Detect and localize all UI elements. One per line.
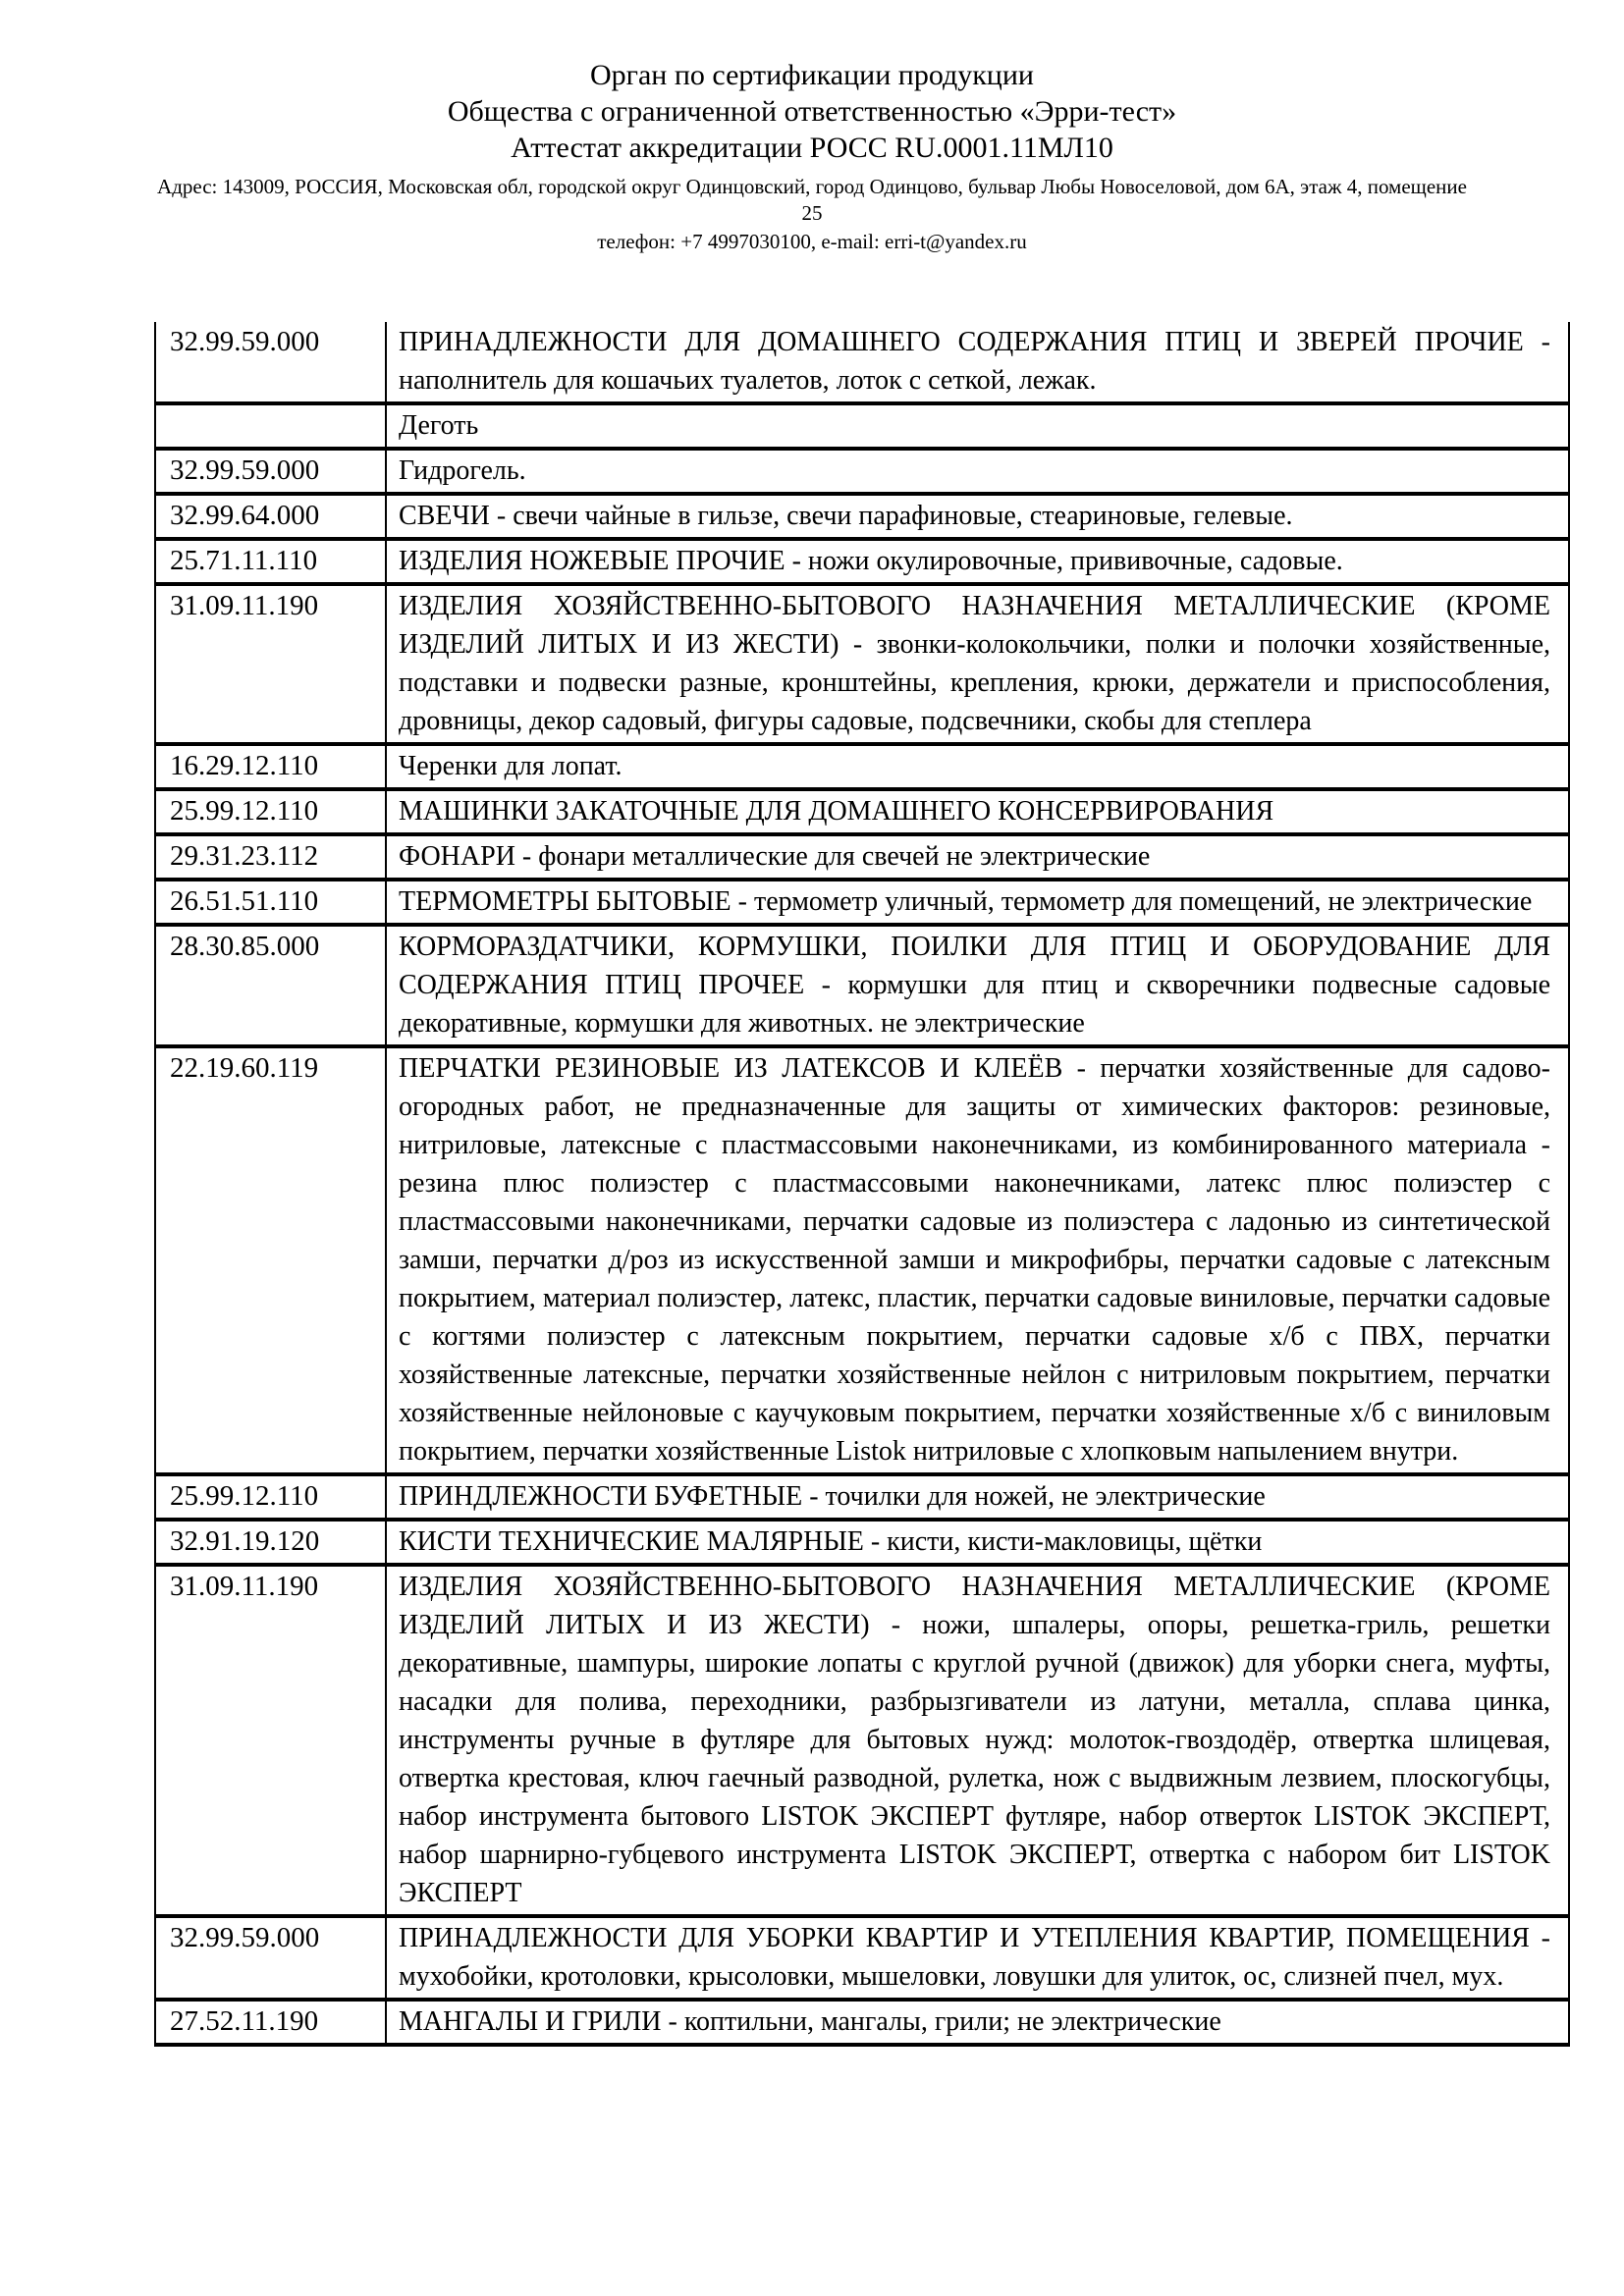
table-row xyxy=(155,2000,1569,2045)
product-code-cell: 25.71.11.110 xyxy=(155,539,386,584)
table-row xyxy=(155,1520,1569,1565)
product-code-cell: 16.29.12.110 xyxy=(155,744,386,789)
product-code-cell: 26.51.51.110 xyxy=(155,880,386,925)
product-description-cell: МАШИНКИ ЗАКАТОЧНЫЕ ДЛЯ ДОМАШНЕГО КОНСЕРВИРОВАНИЯ xyxy=(386,789,1569,834)
product-description-cell: ТЕРМОМЕТРЫ БЫТОВЫЕ - термометр уличный, термометр для помещений, не электрические xyxy=(386,880,1569,925)
header-title-line-2: Общества с ограниченной ответственностью «Эрри-тест» xyxy=(447,95,1177,128)
product-description-cell: КИСТИ ТЕХНИЧЕСКИЕ МАЛЯРНЫЕ - кисти, кисти-макловицы, щётки xyxy=(386,1520,1569,1565)
table-row xyxy=(155,880,1569,925)
product-description-cell: Черенки для лопат. xyxy=(386,744,1569,789)
table-row xyxy=(155,584,1569,744)
table-row xyxy=(155,1916,1569,2000)
product-code-cell: 32.99.64.000 xyxy=(155,494,386,539)
table-row xyxy=(155,1474,1569,1520)
header-title-line-1: Орган по сертификации продукции xyxy=(590,59,1034,91)
product-description-cell: ИЗДЕЛИЯ ХОЗЯЙСТВЕННО-БЫТОВОГО НАЗНАЧЕНИЯ МЕТАЛЛИЧЕСКИЕ (КРОМЕ ИЗДЕЛИЙ ЛИТЫХ И ИЗ ЖЕСТИ) - звонки-колокольчики, полки и полочки хозяйственные, подставки и подвески разные, кронштейны, крепления, крюки, держатели и приспособления, дровницы, декор садовый, фигуры садовые, подсвечники, скобы для степлера xyxy=(386,584,1569,744)
product-description-cell: ПРИНАДЛЕЖНОСТИ ДЛЯ УБОРКИ КВАРТИР И УТЕПЛЕНИЯ КВАРТИР, ПОМЕЩЕНИЯ - мухобойки, кротоловки, крысоловки, мышеловки, ловушки для улиток, ос, слизней пчел, мух. xyxy=(386,1916,1569,2000)
header-address: Адрес: 143009, РОССИЯ, Московская обл, городской округ Одинцовский, город Одинцово, бульвар Любы Новоселовой, дом 6А, этаж 4, помещение 25 xyxy=(157,175,1467,225)
product-code-cell: 28.30.85.000 xyxy=(155,925,386,1046)
product-code-cell: 29.31.23.112 xyxy=(155,834,386,880)
product-code-cell: 31.09.11.190 xyxy=(155,1565,386,1916)
product-description-cell: Гидрогель. xyxy=(386,449,1569,494)
table-row xyxy=(155,1565,1569,1916)
product-description-cell: ИЗДЕЛИЯ ХОЗЯЙСТВЕННО-БЫТОВОГО НАЗНАЧЕНИЯ МЕТАЛЛИЧЕСКИЕ (КРОМЕ ИЗДЕЛИЙ ЛИТЫХ И ИЗ ЖЕСТИ) - ножи, шпалеры, опоры, решетка-гриль, решетки декоративные, шампуры, широкие лопаты с круглой ручной (движок) для уборки снега, муфты, насадки для полива, переходники, разбрызгиватели из латуни, металла, сплава цинка, инструменты ручные в футляре для бытовых нужд: молоток-гвоздодёр, отвертка шлицевая, отвертка крестовая, ключ гаечный разводной, рулетка, нож с выдвижным лезвием, плоскогубцы, набор инструмента бытового LISTOK ЭКСПЕРТ футляре, набор отверток LISTOK ЭКСПЕРТ, набор шарнирно-губцевого инструмента LISTOK ЭКСПЕРТ, отвертка с набором бит LISTOK ЭКСПЕРТ xyxy=(386,1565,1569,1916)
product-code-cell: 32.99.59.000 xyxy=(155,449,386,494)
product-code-cell: 32.99.59.000 xyxy=(155,322,386,403)
table-row xyxy=(155,834,1569,880)
product-code-cell xyxy=(155,403,386,449)
header-title-line-3: Аттестат аккредитации РОСС RU.0001.11МЛ10 xyxy=(511,132,1113,164)
document-header xyxy=(0,0,1624,255)
product-code-cell: 32.91.19.120 xyxy=(155,1520,386,1565)
product-description-cell: ПРИНАДЛЕЖНОСТИ ДЛЯ ДОМАШНЕГО СОДЕРЖАНИЯ ПТИЦ И ЗВЕРЕЙ ПРОЧИЕ - наполнитель для кошачьих туалетов, лоток с сеткой, лежак. xyxy=(386,322,1569,403)
table-row xyxy=(155,925,1569,1046)
product-code-cell: 25.99.12.110 xyxy=(155,1474,386,1520)
table-row xyxy=(155,449,1569,494)
product-code-cell: 25.99.12.110 xyxy=(155,789,386,834)
product-table-body xyxy=(155,322,1569,2045)
product-description-cell: ИЗДЕЛИЯ НОЖЕВЫЕ ПРОЧИЕ - ножи окулировочные, прививочные, садовые. xyxy=(386,539,1569,584)
product-codes-table xyxy=(154,322,1570,2047)
table-row xyxy=(155,403,1569,449)
product-code-cell: 31.09.11.190 xyxy=(155,584,386,744)
product-description-cell: ПРИНДЛЕЖНОСТИ БУФЕТНЫЕ - точилки для ножей, не электрические xyxy=(386,1474,1569,1520)
header-contact: телефон: +7 4997030100, e-mail: erri-t@yandex.ru xyxy=(597,230,1027,253)
table-row xyxy=(155,789,1569,834)
product-description-cell: ПЕРЧАТКИ РЕЗИНОВЫЕ ИЗ ЛАТЕКСОВ И КЛЕЁВ - перчатки хозяйственные для садово-огородных работ, не предназначенные для защиты от химических факторов: резиновые, нитриловые, латексные с пластмассовыми наконечниками, из комбинированного материала - резина плюс полиэстер с пластмассовыми наконечниками, латекс плюс полиэстер с пластмассовыми наконечниками, перчатки садовые из полиэстера с ладонью из синтетической замши, перчатки д/роз из искусственной замши и микрофибры, перчатки садовые с латексным покрытием, материал полиэстер, латекс, пластик, перчатки садовые виниловые, перчатки садовые с когтями полиэстер с латексным покрытием, перчатки садовые х/б с ПВХ, перчатки хозяйственные латексные, перчатки хозяйственные нейлон с нитриловым покрытием, перчатки хозяйственные нейлоновые с каучуковым покрытием, перчатки хозяйственные х/б с виниловым покрытием, перчатки хозяйственные Listok нитриловые с хлопковым напылением внутри. xyxy=(386,1046,1569,1474)
product-code-cell: 27.52.11.190 xyxy=(155,2000,386,2045)
product-description-cell: КОРМОРАЗДАТЧИКИ, КОРМУШКИ, ПОИЛКИ ДЛЯ ПТИЦ И ОБОРУДОВАНИЕ ДЛЯ СОДЕРЖАНИЯ ПТИЦ ПРОЧЕЕ - кормушки для птиц и скворечники подвесные садовые декоративные, кормушки для животных. не электрические xyxy=(386,925,1569,1046)
product-code-cell: 22.19.60.119 xyxy=(155,1046,386,1474)
table-row xyxy=(155,494,1569,539)
product-description-cell: ФОНАРИ - фонари металлические для свечей не электрические xyxy=(386,834,1569,880)
product-description-cell: МАНГАЛЫ И ГРИЛИ - коптильни, мангалы, грили; не электрические xyxy=(386,2000,1569,2045)
table-row xyxy=(155,744,1569,789)
product-description-cell: СВЕЧИ - свечи чайные в гильзе, свечи парафиновые, стеариновые, гелевые. xyxy=(386,494,1569,539)
table-row xyxy=(155,539,1569,584)
table-row xyxy=(155,1046,1569,1474)
table-row xyxy=(155,322,1569,403)
product-code-cell: 32.99.59.000 xyxy=(155,1916,386,2000)
product-description-cell: Деготь xyxy=(386,403,1569,449)
